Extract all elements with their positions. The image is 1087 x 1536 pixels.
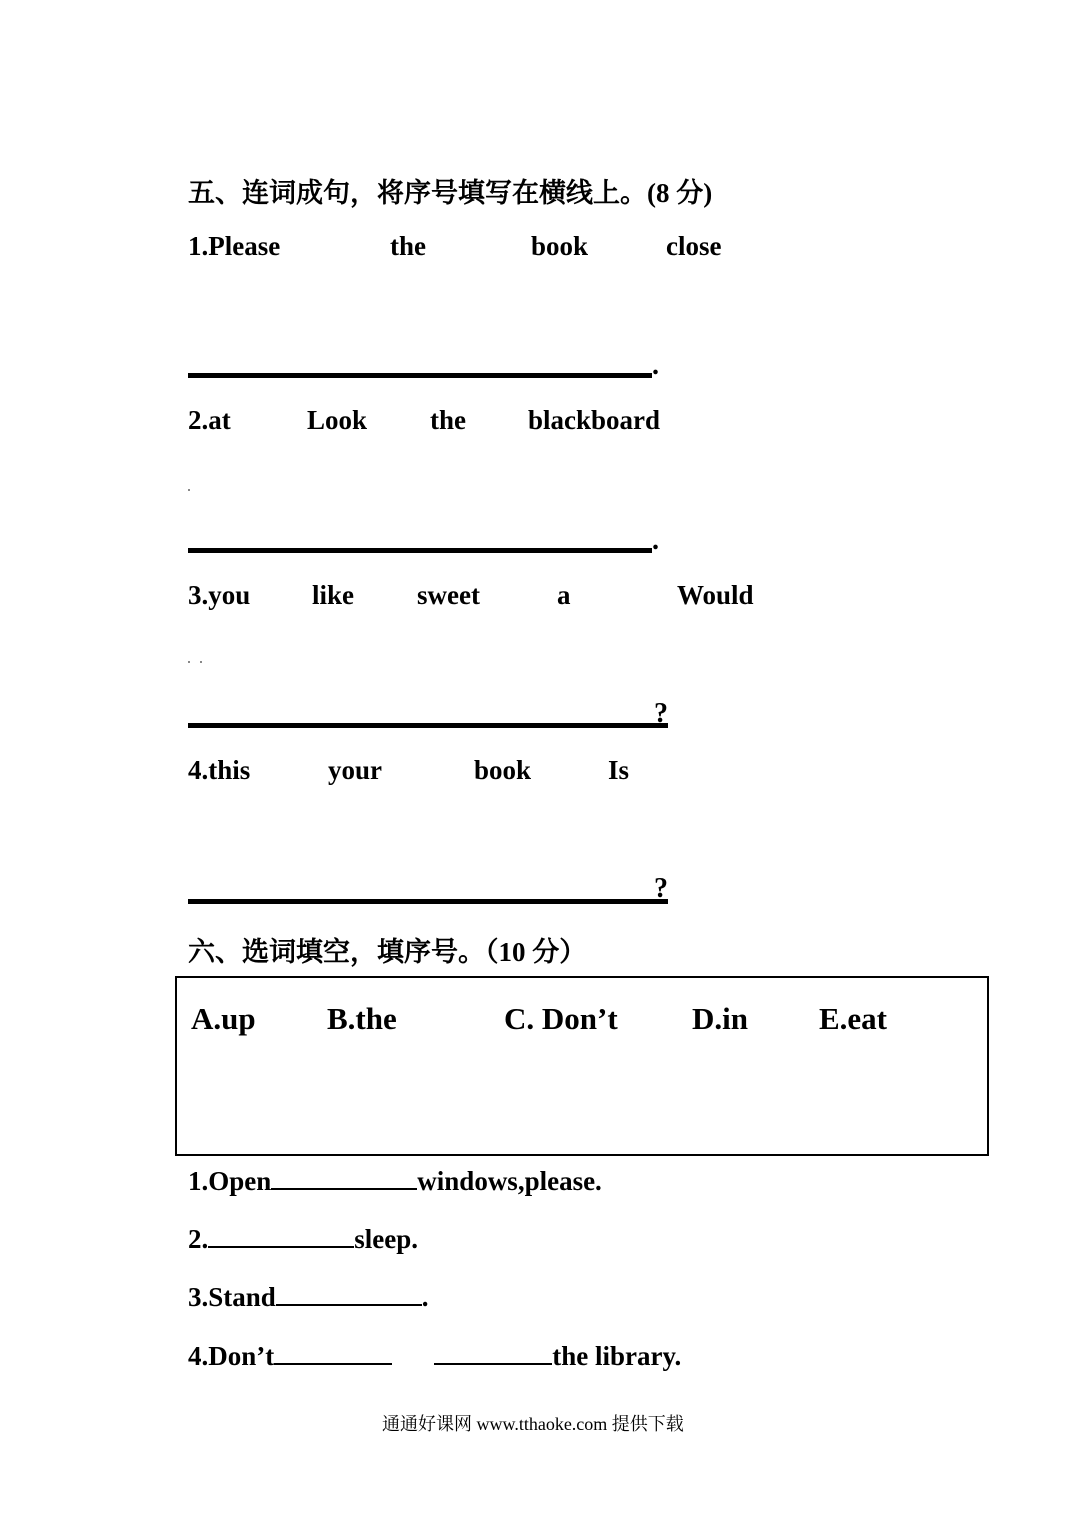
q1-word-1: 1.Please (188, 231, 281, 261)
option-d: D.in (692, 1001, 748, 1036)
q3-word-3: sweet (417, 580, 480, 610)
q4-word-2: your (328, 755, 382, 785)
fill-item-1-blank[interactable] (271, 1164, 417, 1190)
q2-word-4: blackboard (528, 405, 661, 435)
fill-item-3-blank[interactable] (276, 1280, 422, 1306)
fill-item-2-before: 2. (188, 1224, 209, 1254)
q1-word-4: close (666, 231, 722, 261)
q4-word-1: 4.this (188, 755, 251, 785)
option-a: A.up (191, 1001, 256, 1036)
q2-answer-line[interactable] (188, 548, 652, 553)
q2-end-punct: . (652, 525, 659, 556)
q4-answer-line[interactable] (188, 899, 668, 904)
q2-word-1: 2.at (188, 405, 231, 435)
fill-item-4-before: 4.Don’t (188, 1341, 275, 1371)
fill-item-2-blank[interactable] (208, 1222, 354, 1248)
option-e: E.eat (819, 1001, 888, 1036)
q4-end-punct: ? (654, 873, 668, 904)
fill-item-3-before: 3.Stand (188, 1282, 276, 1312)
q1-word-2: the (390, 231, 426, 261)
section5-title: 五、连词成句，将序号填写在横线上。(8 分) (188, 178, 713, 208)
q1-word-3: book (531, 231, 589, 261)
q4-word-3: book (474, 755, 532, 785)
fill-item-3 (188, 1280, 429, 1313)
fill-item-1 (188, 1164, 602, 1197)
q3-end-punct: ? (654, 698, 668, 729)
page-footer: 通通好课网 www.tthaoke.com 提供下载 (382, 1414, 684, 1434)
q1-answer-line[interactable] (188, 373, 652, 378)
q3-word-1: 3.you (188, 580, 251, 610)
q3-word-4: a (557, 580, 571, 610)
stray-mark (188, 489, 190, 491)
fill-item-2 (188, 1222, 418, 1255)
q3-answer-line[interactable] (188, 723, 668, 728)
fill-item-4-blank-1[interactable] (274, 1339, 392, 1365)
q4-word-4: Is (608, 755, 630, 785)
option-c: C. Don’t (504, 1001, 618, 1036)
option-b: B.the (327, 1001, 397, 1036)
q1-end-punct: . (652, 350, 659, 381)
fill-item-4-after: the library. (552, 1341, 682, 1371)
fill-item-1-after: windows,please. (417, 1166, 602, 1196)
q2-word-2: Look (307, 405, 368, 435)
fill-item-4 (188, 1339, 681, 1372)
fill-item-2-after: sleep. (354, 1224, 418, 1254)
q3-word-2: like (312, 580, 355, 610)
section6-title: 六、选词填空，填序号。（10 分） (188, 937, 587, 967)
fill-item-3-after: . (421, 1282, 429, 1312)
q3-word-5: Would (677, 580, 754, 610)
fill-item-1-before: 1.Open (188, 1166, 272, 1196)
stray-mark (200, 661, 202, 663)
q2-word-3: the (430, 405, 466, 435)
fill-item-4-blank-2[interactable] (434, 1339, 552, 1365)
stray-mark (188, 661, 190, 663)
